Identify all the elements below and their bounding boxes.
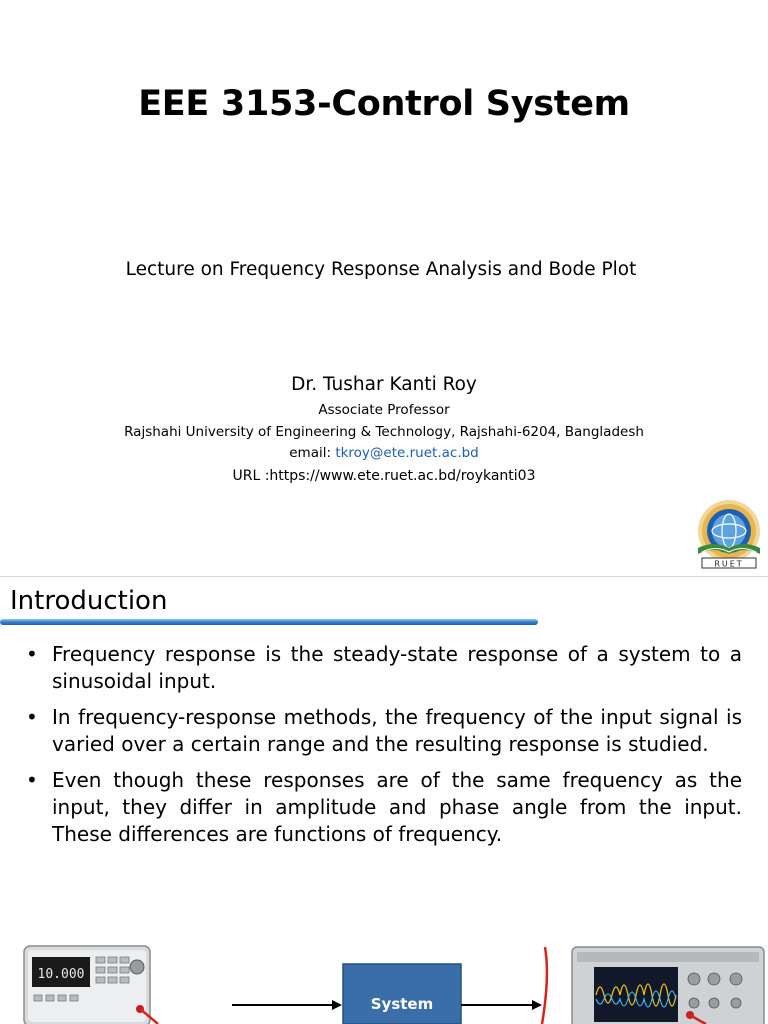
introduction-heading: Introduction — [10, 586, 168, 616]
bullet-icon: • — [26, 768, 38, 792]
bullet-text: In frequency-response methods, the frequency of the input signal is varied over a certain range and the resulting response is studied. — [52, 705, 742, 756]
author-email-line — [0, 445, 768, 461]
generator-knob — [130, 960, 144, 974]
heading-underline — [0, 619, 538, 625]
system-block — [343, 964, 461, 1024]
output-arrow — [461, 1000, 542, 1010]
list-item — [24, 704, 742, 758]
ruet-logo — [694, 498, 764, 570]
logo-text: RUET — [714, 559, 744, 569]
email-link[interactable]: tkroy@ete.ruet.ac.bd — [335, 445, 479, 461]
probe-lead — [542, 947, 547, 1024]
frequency-response-diagram — [0, 937, 768, 1024]
introduction-slide — [0, 577, 768, 1024]
list-item — [24, 641, 742, 695]
author-url[interactable]: URL :https://www.ete.ruet.ac.bd/roykanti03 — [232, 468, 536, 484]
system-label: System — [370, 995, 434, 1013]
email-label: email: — [289, 445, 336, 461]
slide-title: EEE 3153-Control System — [138, 84, 630, 124]
bullet-icon: • — [26, 705, 38, 729]
bullet-icon: • — [26, 642, 38, 666]
input-arrow — [232, 1000, 342, 1010]
function-generator — [24, 946, 150, 1024]
list-item — [24, 767, 742, 848]
bullet-text: Frequency response is the steady-state response of a system to a sinusoidal input. — [52, 642, 742, 693]
bullet-text: Even though these responses are of the same frequency as the input, they differ in amplitude and phase angle from the input. These differences are functions of frequency. — [52, 768, 742, 846]
author-designation: Associate Professor — [318, 402, 450, 418]
author-name: Dr. Tushar Kanti Roy — [291, 374, 477, 395]
author-institution: Rajshahi University of Engineering & Technology, Rajshahi-6204, Bangladesh — [124, 424, 644, 440]
oscilloscope — [572, 947, 764, 1024]
bullet-list — [24, 641, 742, 857]
generator-display: 10.000 — [37, 967, 85, 982]
lecture-subtitle: Lecture on Frequency Response Analysis and Bode Plot — [125, 259, 637, 280]
